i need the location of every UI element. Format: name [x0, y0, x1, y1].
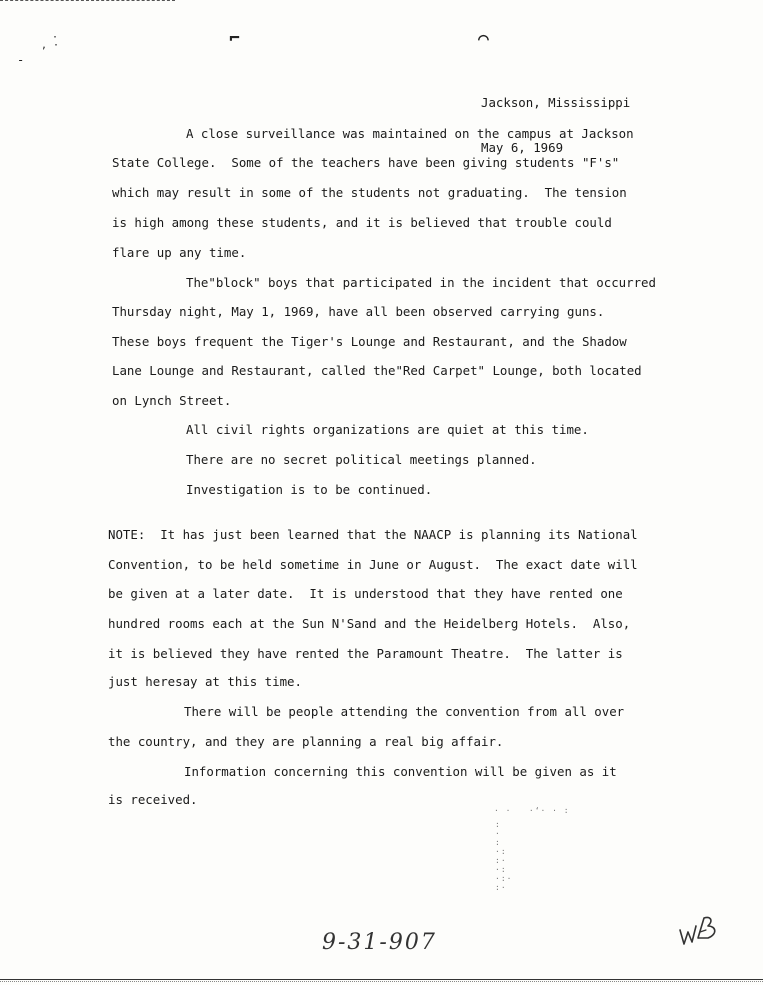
note-line: hundred rooms each at the Sun N'Sand and the Heidelberg Hotels. Also,	[108, 616, 631, 631]
note-line: Convention, to be held sometime in June or August. The exact date will	[108, 557, 638, 572]
body-line: A close surveillance was maintained on the campus at Jackson	[186, 126, 634, 141]
body-line: the country, and they are planning a real big affair.	[108, 734, 504, 749]
body-line: There are no secret political meetings planned.	[186, 452, 537, 467]
handwritten-file-number: 9-31-907	[322, 930, 437, 955]
body-line: which may result in some of the students not graduating. The tension	[112, 185, 627, 200]
scan-speckle: : · : ·: :· ·: ·:· :·	[495, 820, 513, 892]
bottom-border	[0, 979, 763, 980]
bottom-dotted-border	[0, 981, 763, 982]
body-line: flare up any time.	[112, 245, 247, 260]
stray-mark: ·	[52, 32, 59, 43]
body-line: is high among these students, and it is believed that trouble could	[112, 215, 612, 230]
note-line: NOTE: It has just been learned that the NAACP is planning its National	[108, 527, 638, 542]
note-line: just heresay at this time.	[108, 674, 302, 689]
stray-mark: -	[17, 53, 25, 67]
body-line: Lane Lounge and Restaurant, called the"Red Carpet" Lounge, both located	[112, 363, 642, 378]
dateline-location: Jackson, Mississippi	[481, 95, 631, 110]
stray-mark: ‚ ·	[41, 40, 60, 51]
body-line: All civil rights organizations are quiet at this time.	[186, 422, 589, 437]
body-line: State College. Some of the teachers have been giving students "F's"	[112, 155, 620, 170]
body-line: is received.	[108, 792, 198, 807]
note-line: be given at a later date. It is understood that they have rented one	[108, 586, 623, 601]
scan-speckle: · · ·‘· · :	[494, 806, 570, 815]
body-line: The"block" boys that participated in the incident that occurred	[186, 275, 656, 290]
body-line: There will be people attending the convention from all over	[184, 704, 625, 719]
body-line: Investigation is to be continued.	[186, 482, 433, 497]
body-line: Thursday night, May 1, 1969, have all been observed carrying guns.	[112, 304, 605, 319]
handwritten-initials	[676, 912, 724, 952]
punch-mark-right: ⌒	[478, 28, 489, 49]
body-line: Information concerning this convention will be given as it	[184, 764, 617, 779]
punch-mark-left: ⌐	[229, 28, 240, 49]
top-dashed-border	[0, 0, 175, 1]
body-line: on Lynch Street.	[112, 393, 232, 408]
body-line: These boys frequent the Tiger's Lounge and Restaurant, and the Shadow	[112, 334, 627, 349]
note-line: it is believed they have rented the Paramount Theatre. The latter is	[108, 646, 623, 661]
dateline-date: May 6, 1969	[481, 140, 564, 155]
